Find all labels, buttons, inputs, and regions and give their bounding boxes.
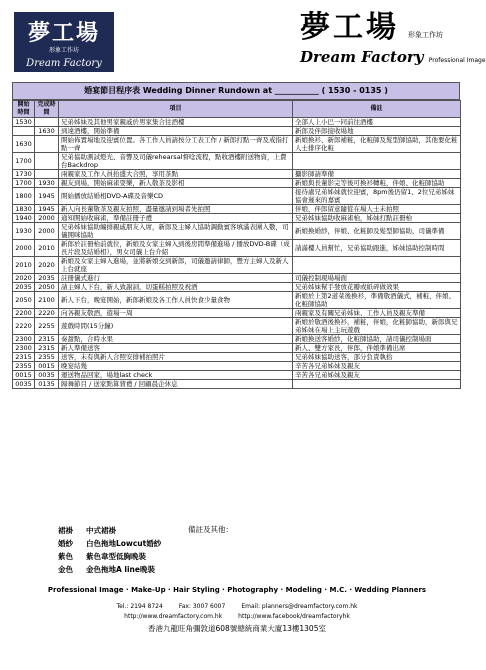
- start-time-cell: 0015: [13, 371, 35, 380]
- note-cell: 新郎及伴郎接收場地: [293, 127, 461, 136]
- table-row: [13, 292, 461, 309]
- brand-english-title: [300, 48, 486, 70]
- start-time-cell: 1730: [13, 170, 35, 179]
- note-cell: 兄弟姊妹協助收麻雀枱，姊妹打點註冊枱: [293, 214, 461, 223]
- end-time-cell: 0135: [35, 380, 59, 389]
- item-cell: 運送物品回家，場地last check: [59, 371, 293, 380]
- item-cell: 新郎於註冊枱前就位，新娘及女家主婦入到後房間準備進場 / 播放DVD-B碟（成長片段及結婚相），男女司儀上台介紹: [59, 240, 293, 257]
- brand-header: [300, 10, 486, 70]
- end-time-cell: 2100: [35, 292, 59, 309]
- item-cell: 請主婦人下台，新人致謝詞，切蛋糕拍照及祝酒: [59, 283, 293, 292]
- end-time-cell: 0015: [35, 362, 59, 371]
- item-cell: 新娘及女家主婦入進場，並將新娘交到新郎，司儀邀請律師，豐方主婦人及新人上台就座: [59, 257, 293, 274]
- address-text: 香港九龍旺角彌敦道608號總統商業大廈13樓1305室: [148, 624, 326, 633]
- table-row: [13, 274, 461, 283]
- end-time-cell: 2220: [35, 309, 59, 318]
- table-row: [13, 214, 461, 223]
- start-time-cell: 1530: [13, 118, 35, 127]
- brand-english-name: Dream Factory: [300, 48, 424, 66]
- attire-label: 紫色: [58, 552, 73, 561]
- end-time-cell: 1945: [35, 188, 59, 205]
- logo-chinese-text: 夢工場: [27, 20, 100, 46]
- table-row: [13, 362, 461, 371]
- item-cell: 通知開始收麻雀，準備註冊子禮: [59, 214, 293, 223]
- note-cell: 兩親家及有關兄弟姊妹、工作人員及親友準備: [293, 309, 461, 318]
- footer: [0, 586, 474, 634]
- note-cell: 新娘於上第2道菜後換衫，準備敬酒儀式，補粧，伴娘、化粧師協助: [293, 292, 461, 309]
- rundown-sheet: [12, 82, 460, 389]
- item-cell: 向各親友敬酒，遊場一周: [59, 309, 293, 318]
- table-row: [13, 240, 461, 257]
- end-time-cell: 1930: [35, 179, 59, 188]
- remarks-label: 備註及其他：: [188, 525, 233, 534]
- note-cell: 新娘與長輩影完等後可換衫轉粧，伴娘、化粧師協助: [293, 179, 461, 188]
- attire-value: 金色拖地A line晚裝: [86, 565, 155, 574]
- column-header-note: 備註: [293, 101, 461, 118]
- brand-tagline: Professional Image: [428, 57, 486, 64]
- start-time-cell: 1830: [13, 205, 35, 214]
- logo-english-text: Dream Factory: [26, 58, 102, 69]
- start-time-cell: 2000: [13, 240, 35, 257]
- start-time-cell: 2315: [13, 353, 35, 362]
- table-row: [13, 170, 461, 179]
- end-time-cell: 2355: [35, 353, 59, 362]
- start-time-cell: 2035: [13, 283, 35, 292]
- table-row: [13, 127, 461, 136]
- end-time-cell: 1630: [35, 127, 59, 136]
- table-row: [13, 257, 461, 274]
- item-cell: 新人向長輩敬茶及親友拍照，盡量邀請到場者先拍照: [59, 205, 293, 214]
- start-time-cell: 1700: [13, 153, 35, 170]
- table-row: [13, 283, 461, 292]
- end-time-cell: [35, 118, 59, 127]
- item-cell: 親友到場，開始麻雀耍樂，新人敬茶及影相: [59, 179, 293, 188]
- note-cell: 兄弟姊妹幫手發放花瓣或紙碎做效果: [293, 283, 461, 292]
- start-time-cell: 1630: [13, 136, 35, 153]
- note-cell: [293, 257, 461, 274]
- note-cell: [293, 380, 461, 389]
- table-row: [13, 344, 461, 353]
- start-time-cell: 1940: [13, 214, 35, 223]
- table-row: [13, 188, 461, 205]
- end-time-cell: [35, 153, 59, 170]
- attire-value: 紫色韋型低胸晚裝: [86, 552, 146, 561]
- attire-label: 金色: [58, 565, 73, 574]
- table-header-row: [13, 101, 461, 118]
- item-cell: 歸舞節目 / 送家點算賀禮 / 回顧晨企休息: [59, 380, 293, 389]
- table-row: [13, 309, 461, 318]
- table-row: [13, 353, 461, 362]
- start-time-cell: 2300: [13, 344, 35, 353]
- start-time-cell: 1700: [13, 179, 35, 188]
- end-time-cell: 2000: [35, 214, 59, 223]
- end-time-cell: 2050: [35, 283, 59, 292]
- item-cell: 奏甜點，合時水果: [59, 335, 293, 344]
- note-cell: 攝影師請準備: [293, 170, 461, 179]
- end-time-cell: 2010: [35, 240, 59, 257]
- attire-label: 婚紗: [58, 539, 73, 548]
- note-cell: 新娘換衫、新郎補粧，化粧師及髮型師協助，其他要化粧人士排序化粧: [293, 136, 461, 153]
- note-cell: 新娘於敬酒後換衫，補粧，伴娘，化粧師協助，新郎與兄弟姊妹在場上主玩遊戲: [293, 318, 461, 335]
- start-time-cell: 2300: [13, 335, 35, 344]
- item-cell: 兄弟協助測試燈光、音響及司儀rehearsal督唸流程，點收酒樓附送物資，上費台Backdrop: [59, 153, 293, 170]
- rundown-title: 婚宴節目程序表 Wedding Dinner Rundown at ___________ ( 1530 - 0135 ): [12, 82, 460, 100]
- item-cell: 兄弟姊妹及其他男家親戚於男家集合往酒樓: [59, 118, 293, 127]
- note-cell: [293, 153, 461, 170]
- start-time-cell: [13, 127, 35, 136]
- start-time-cell: 2050: [13, 292, 35, 309]
- start-time-cell: 2200: [13, 309, 35, 318]
- start-time-cell: 2355: [13, 362, 35, 371]
- attire-notes: [58, 524, 161, 576]
- column-header-end: 完成時間: [35, 101, 59, 118]
- website-link[interactable]: http://www.dreamfactory.com.hk: [124, 613, 223, 620]
- column-header-item: 項目: [59, 101, 293, 118]
- end-time-cell: 2315: [35, 344, 59, 353]
- rundown-table: [12, 100, 461, 389]
- note-cell: 伴娘，伴郎留意隨從在場人士未拍照: [293, 205, 461, 214]
- column-header-start: 開始時間: [13, 101, 35, 118]
- start-time-cell: 2220: [13, 318, 35, 335]
- item-cell: 開始佈置場地及迎賓位置。各工作人員請按分工表工作 / 新郎打點一齊及戒指打點一齊: [59, 136, 293, 153]
- attire-note-row: [58, 550, 161, 563]
- note-cell: 兄弟姊妹協助送客，部分負責執拾: [293, 353, 461, 362]
- note-cell: 接待處兄弟姊妹就位迎賓，8pm後仍留1、2位兄弟姊妹協會遲來的嘉賓: [293, 188, 461, 205]
- start-time-cell: 1800: [13, 188, 35, 205]
- item-cell: 送客，未有與新人合照安排補拍照片: [59, 353, 293, 362]
- note-cell: 請滿樓人員幫忙，兄弟協助跟進，姊妹協助控制時間: [293, 240, 461, 257]
- table-row: [13, 380, 461, 389]
- services-line: Professional Image · Make-Up · Hair Styling · Photography · Modeling · M.C. · Wedding Planners: [47, 586, 427, 594]
- item-cell: 晚宴結幾: [59, 362, 293, 371]
- attire-value: 白色拖地Lowcut婚紗: [86, 539, 162, 548]
- brand-chinese-title: 夢工場: [300, 10, 399, 45]
- note-cell: 辛苦各兄弟姊妹及親友: [293, 371, 461, 380]
- start-time-cell: 2010: [13, 257, 35, 274]
- end-time-cell: 2020: [35, 257, 59, 274]
- table-row: [13, 205, 461, 214]
- attire-note-row: [58, 563, 161, 576]
- start-time-cell: 2020: [13, 274, 35, 283]
- table-row: [13, 118, 461, 127]
- note-cell: 司儀控制現場場面: [293, 274, 461, 283]
- start-time-cell: 1930: [13, 223, 35, 240]
- email-link[interactable]: Email: planners@dreamfactory.com.hk: [241, 603, 358, 610]
- end-time-cell: [35, 136, 59, 153]
- end-time-cell: 2035: [35, 274, 59, 283]
- table-row: [13, 335, 461, 344]
- end-time-cell: 2000: [35, 223, 59, 240]
- fax-number: Fax: 3007 6007: [178, 603, 226, 610]
- attire-value: 中式裙褂: [86, 526, 116, 535]
- table-row: [13, 318, 461, 335]
- attire-note-row: [58, 524, 161, 537]
- item-cell: 遊戲時間(15分鐘): [59, 318, 293, 335]
- table-row: [13, 136, 461, 153]
- item-cell: 新人準備送客: [59, 344, 293, 353]
- end-time-cell: 1945: [35, 205, 59, 214]
- end-time-cell: 2255: [35, 318, 59, 335]
- table-row: [13, 371, 461, 380]
- table-row: [13, 179, 461, 188]
- note-cell: 新人、雙方家長，伴郎，伴娘準備出席: [293, 344, 461, 353]
- table-body: [13, 118, 461, 389]
- table-row: [13, 223, 461, 240]
- end-time-cell: 0035: [35, 371, 59, 380]
- item-cell: 註冊儀式進行: [59, 274, 293, 283]
- item-cell: 兄弟姊妹協助編排親戚朋友入席，新郎及主婦人協助調動賓客填滿表圍入數，司儀開咪協助: [59, 223, 293, 240]
- item-cell: 新人下台，晚宴開始，新郎新娘及各工作人員快食少量食物: [59, 292, 293, 309]
- end-time-cell: 2315: [35, 335, 59, 344]
- logo-badge: [14, 12, 114, 72]
- table-row: [13, 153, 461, 170]
- end-time-cell: [35, 170, 59, 179]
- attire-note-row: [58, 537, 161, 550]
- note-cell: 全部人上小巴一同前往酒樓: [293, 118, 461, 127]
- logo-sub-text: 形象工作坊: [48, 47, 79, 54]
- item-cell: 兩親家及工作人員抬盛大合照，享用茶點: [59, 170, 293, 179]
- item-cell: 到達酒樓，開始準備: [59, 127, 293, 136]
- brand-sub-text: 形象工作坊: [408, 31, 443, 39]
- facebook-link[interactable]: http://www.facebook/dreamfactoryhk: [238, 613, 350, 620]
- note-cell: 新娘換婚紗，伴娘、化粧師及髮型師協助，司儀準備: [293, 223, 461, 240]
- note-cell: 辛苦各兄弟姊妹及親友: [293, 362, 461, 371]
- contact-info: [0, 602, 474, 622]
- attire-label: 裙褂: [58, 526, 73, 535]
- start-time-cell: 0035: [13, 380, 35, 389]
- note-cell: 新娘換送客婚紗，化粧師協助，請司儀控制場面: [293, 335, 461, 344]
- item-cell: 開始播放結婚相DVD-A碟及音樂CD: [59, 188, 293, 205]
- phone-number: Tel.: 2194 8724: [116, 603, 163, 610]
